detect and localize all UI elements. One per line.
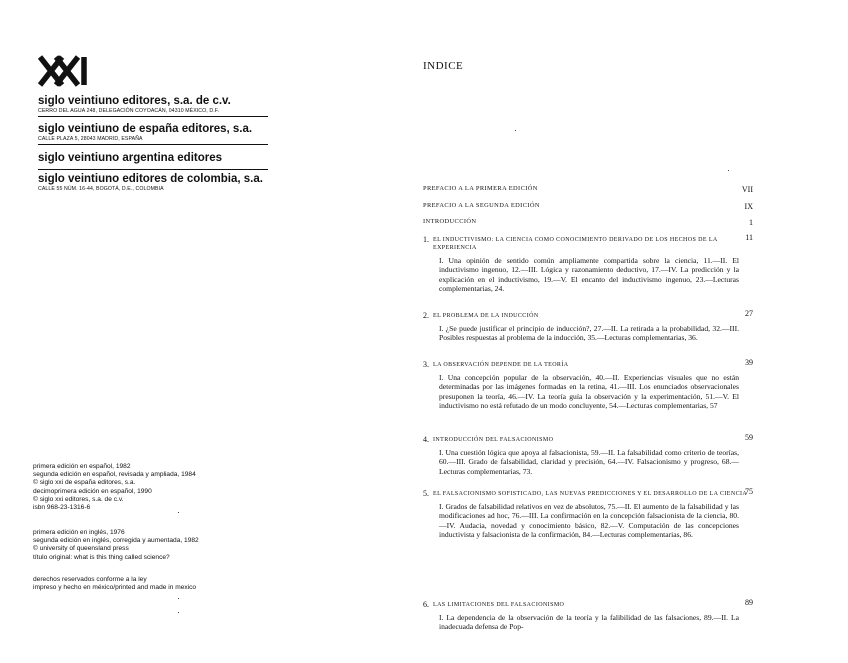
chapter-page: 39 xyxy=(745,358,753,367)
publisher-entry-mexico xyxy=(38,95,268,117)
publisher-name: siglo veintiuno argentina editores xyxy=(38,152,223,164)
toc-entry-title: INTRODUCCIÓN xyxy=(423,218,477,225)
colophon-line: derechos reservados conforme a la ley xyxy=(33,576,147,583)
toc-chapter-1 xyxy=(423,233,753,294)
colophon-line: primera edición en inglés, 1976 xyxy=(33,529,125,536)
colophon-line: segunda edición en inglés, corregida y aumentada, 1982 xyxy=(33,537,199,545)
colophon-line: isbn 968-23-1316-6 xyxy=(33,504,91,512)
chapter-title: EL PROBLEMA DE LA INDUCCIÓN xyxy=(433,313,539,319)
chapter-page: 59 xyxy=(745,433,753,442)
toc-chapter-6 xyxy=(423,598,753,632)
toc-entry-preface-1 xyxy=(423,185,753,192)
chapter-contents: I. Una cuestión lógica que apoya al falsacionista, 59.—II. La falsabilidad como criterio de teorías, 60.—III. Grado de falsabilidad, claridad y precisión, 64.—IV. Falsacionismo y progreso, 68.—Lecturas complementarias, 73. xyxy=(439,448,739,476)
toc-entry-page: VII xyxy=(741,185,753,194)
toc-entry-introduction xyxy=(423,218,753,225)
toc-entry-preface-2 xyxy=(423,202,753,209)
chapter-contents: I. Una concepción popular de la observación, 40.—II. Experiencias visuales que no están determinadas por las imágenes formadas en la retina, 41.—III. Los enunciados observacionales presuponen la teoría, 46.—IV. La teoría guía la observación y la experimentación, 51.—V. El inductivismo no está refutado de un modo concluyente, 54.—Lecturas complementarias, 57 xyxy=(439,373,739,411)
toc-entry-title: PREFACIO A LA SEGUNDA EDICIÓN xyxy=(423,202,540,209)
colophon-english-editions xyxy=(33,529,199,562)
colophon-line: título original: what is this thing called science? xyxy=(33,553,170,561)
publisher-address: CALLE PLAZA 5, 28043 MADRID, ESPAÑA xyxy=(38,136,143,142)
colophon-line: © siglo xxi de españa editores, s.a. xyxy=(33,479,136,487)
publisher-logo xyxy=(38,55,90,87)
chapter-number: 5. xyxy=(423,489,429,498)
publisher-name: siglo veintiuno de españa editores, s.a. xyxy=(38,123,253,135)
colophon-line: primera edición en español, 1982 xyxy=(33,463,131,470)
chapter-title: EL INDUCTIVISMO: LA CIENCIA COMO CONOCIMIENTO DERIVADO DE LOS HECHOS DE LA EXPERIENCIA xyxy=(433,237,718,251)
toc-chapter-5 xyxy=(423,487,753,540)
publisher-entry-spain xyxy=(38,123,268,145)
publisher-name: siglo veintiuno editores, s.a. de c.v. xyxy=(38,95,231,107)
chapter-contents: I. La dependencia de la observación de la teoría y la falibilidad de las falsaciones, 89.—II. La inadecuada defensa de Pop- xyxy=(439,613,739,632)
chapter-title: LA OBSERVACIÓN DEPENDE DE LA TEORÍA xyxy=(433,362,569,368)
colophon-line: impreso y hecho en méxico/printed and made in mexico xyxy=(33,584,197,592)
toc-entry-page: 1 xyxy=(749,218,753,227)
index-heading: INDICE xyxy=(423,60,464,72)
publisher-entry-argentina xyxy=(38,152,268,170)
chapter-number: 6. xyxy=(423,600,429,609)
toc-chapter-4 xyxy=(423,433,753,476)
chapter-contents: I. Una opinión de sentido común ampliamente compartida sobre la ciencia, 11.—II. El inductivismo ingenuo, 12.—III. Lógica y razonamiento deductivo, 17.—IV. La predicción y la explicación en el inductivismo, 19.—V. El encanto del inductivismo ingenuo, 23.—Lecturas complementarias, 24. xyxy=(439,256,739,294)
chapter-title: LAS LIMITACIONES DEL FALSACIONISMO xyxy=(433,602,565,608)
publisher-address: CERRO DEL AGUA 248, DELEGACIÓN COYOACÁN, 04310 MÉXICO, D.F. xyxy=(38,108,219,114)
chapter-title: EL FALSACIONISMO SOFISTICADO, LAS NUEVAS PREDICCIONES Y EL DESARROLLO DE LA CIENCIA xyxy=(433,491,748,497)
publisher-address: CALLE 55 NÚM. 16-44, BOGOTÁ, D.E., COLOMBIA xyxy=(38,186,164,192)
colophon-line: © university of queensland press xyxy=(33,545,129,553)
toc-chapter-3 xyxy=(423,358,753,411)
toc-entry-page: IX xyxy=(744,202,753,211)
chapter-page: 89 xyxy=(745,598,753,607)
colophon-line: segunda edición en español, revisada y ampliada, 1984 xyxy=(33,471,196,479)
colophon-line: decimoprimera edición en español, 1990 xyxy=(33,487,152,495)
chapter-title: INTRODUCCIÓN DEL FALSACIONISMO xyxy=(433,437,554,443)
toc-chapter-2 xyxy=(423,309,753,343)
toc-entry-title: PREFACIO A LA PRIMERA EDICIÓN xyxy=(423,185,538,192)
colophon-line: © siglo xxi editores, s.a. de c.v. xyxy=(33,495,124,503)
publisher-entry-colombia xyxy=(38,173,268,193)
publisher-name: siglo veintiuno editores de colombia, s.a. xyxy=(38,173,263,185)
chapter-number: 2. xyxy=(423,311,429,320)
colophon-spanish-editions xyxy=(33,463,196,512)
chapter-number: 1. xyxy=(423,235,429,244)
colophon-rights xyxy=(33,576,196,592)
chapter-number: 3. xyxy=(423,360,429,369)
chapter-page: 75 xyxy=(745,487,753,496)
chapter-contents: I. Grados de falsabilidad relativos en vez de absolutos, 75.—II. El aumento de la falsabilidad y las modificaciones ad hoc, 76.—III. La confirmación en la concepción falsacionista de la ciencia, 80.—IV. Audacia, novedad y conocimiento básico, 82.—V. Computación de las concepciones inductivista y falsacionista de la confirmación, 84.—Lecturas complementarias, 86. xyxy=(439,502,739,540)
chapter-page: 11 xyxy=(745,233,753,242)
chapter-number: 4. xyxy=(423,435,429,444)
chapter-contents: I. ¿Se puede justificar el principio de inducción?, 27.—II. La retirada a la probabilidad, 32.—III. Posibles respuestas al problema de la inducción, 35.—Lecturas complementarias, 36. xyxy=(439,324,739,343)
chapter-page: 27 xyxy=(745,309,753,318)
